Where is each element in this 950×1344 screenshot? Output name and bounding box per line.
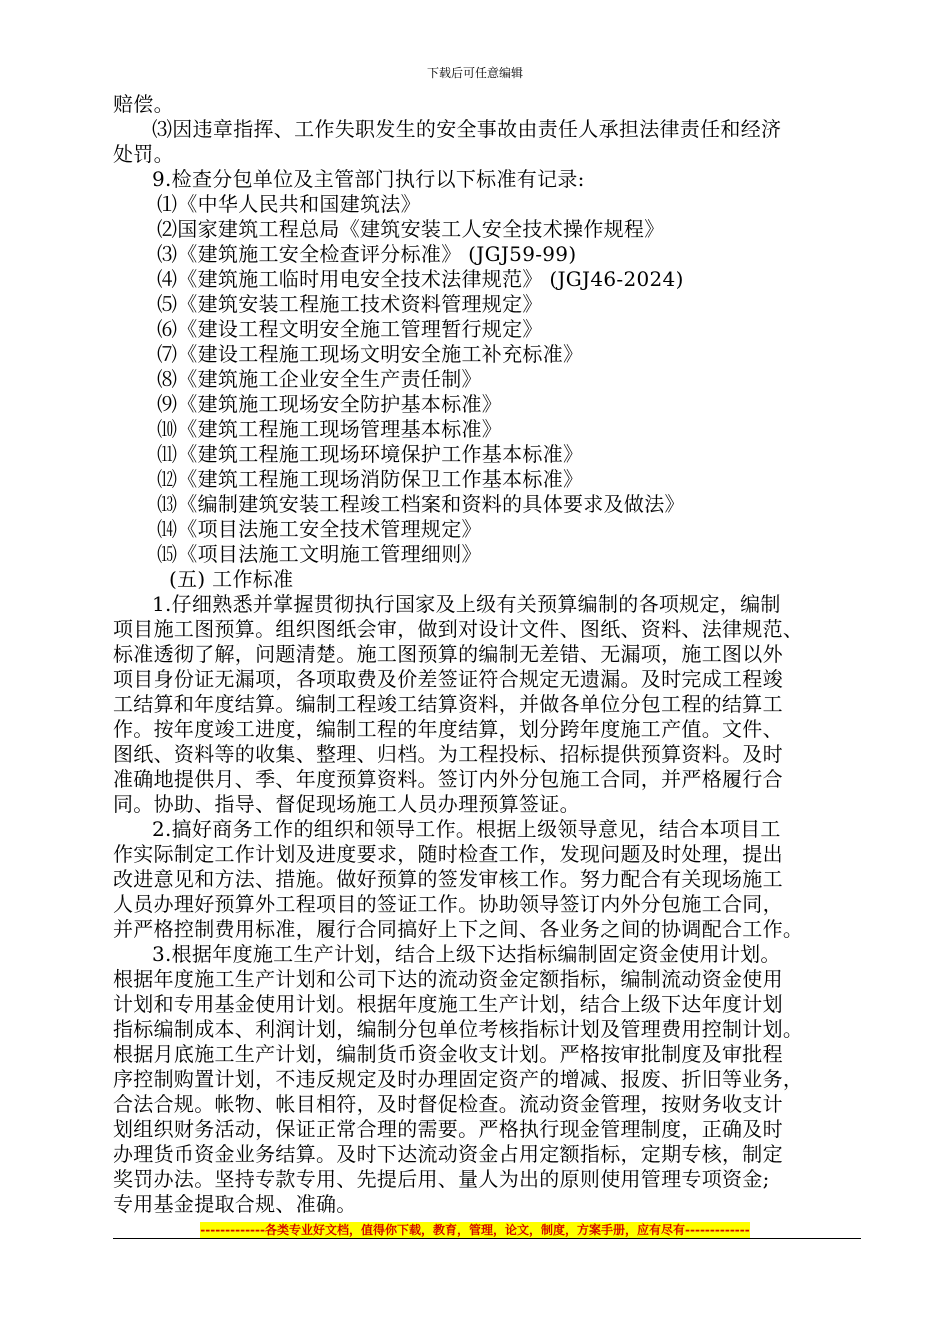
text-line: ⑶《建筑施工安全检查评分标准》 (JGJ59-99) [157,242,577,266]
text-line: ⒁《项目法施工安全技术管理规定》 [157,517,482,541]
text-line: 标准透彻了解，问题清楚。施工图预算的编制无差错、无漏项，施工图以外 [113,642,783,666]
text-line: 赔偿。 [113,92,174,116]
text-line: 处罚。 [113,142,174,166]
text-line: (五) 工作标准 [169,567,294,591]
text-line: 人员办理好预算外工程项目的签证工作。协助领导签订内外分包施工合同， [113,892,783,916]
text-line: ⑹《建设工程文明安全施工管理暂行规定》 [157,317,543,341]
text-line: 划组织财务活动，保证正常合理的需要。严格执行现金管理制度，正确及时 [113,1117,783,1141]
text-line: ⑷《建筑施工临时用电安全技术法律规范》 (JGJ46-2024) [157,267,684,291]
text-line: 工结算和年度结算。编制工程竣工结算资料，并做各单位分包工程的结算工 [113,692,783,716]
text-line: 项目施工图预算。组织图纸会审，做到对设计文件、图纸、资料、法律规范、 [113,617,804,641]
text-line: ⑺《建设工程施工现场文明安全施工补充标准》 [157,342,584,366]
text-line: 9.检查分包单位及主管部门执行以下标准有记录: [152,167,585,191]
text-line: 奖罚办法。坚持专款专用、先提后用、量人为出的原则使用管理专项资金; [113,1167,770,1191]
text-line: 合法合规。帐物、帐目相符，及时督促检查。流动资金管理，按财务收支计 [113,1092,783,1116]
text-line: ⑿《建筑工程施工现场消防保卫工作基本标准》 [157,467,584,491]
text-line: 1.仔细熟悉并掌握贯彻执行国家及上级有关预算编制的各项规定，编制 [152,592,781,616]
text-line: 同。协助、指导、督促现场施工人员办理预算签证。 [113,792,580,816]
text-line: ⑽《建筑工程施工现场管理基本标准》 [157,417,503,441]
text-line: 项目身份证无漏项，各项取费及价差签证符合规定无遗漏。及时完成工程竣 [113,667,783,691]
text-line: ⑼《建筑施工现场安全防护基本标准》 [157,392,503,416]
text-line: 作实际制定工作计划及进度要求，随时检查工作，发现问题及时处理，提出 [113,842,783,866]
text-line: 序控制购置计划，不违反规定及时办理固定资产的增减、报废、折旧等业务， [113,1067,804,1091]
text-line: 根据月底施工生产计划，编制货币资金收支计划。严格按审批制度及审批程 [113,1042,783,1066]
text-line: ⑸《建筑安装工程施工技术资料管理规定》 [157,292,543,316]
text-line: 并严格控制费用标准，履行合同搞好上下之间、各业务之间的协调配合工作。 [113,917,804,941]
text-line: ⑶因违章指挥、工作失职发生的安全事故由责任人承担法律责任和经济 [152,117,782,141]
text-line: 办理货币资金业务结算。及时下达流动资金占用定额指标，定期专核，制定 [113,1142,783,1166]
text-line: 专用基金提取合规、准确。 [113,1192,357,1216]
text-line: 根据年度施工生产计划和公司下达的流动资金定额指标，编制流动资金使用 [113,967,783,991]
text-line: ⑻《建筑施工企业安全生产责任制》 [157,367,482,391]
text-line: 图纸、资料等的收集、整理、归档。为工程投标、招标提供预算资料。及时 [113,742,783,766]
text-line: ⑾《建筑工程施工现场环境保护工作基本标准》 [157,442,584,466]
text-line: ⑴《中华人民共和国建筑法》 [157,192,421,216]
text-line: 指标编制成本、利润计划，编制分包单位考核指标计划及管理费用控制计划。 [113,1017,804,1041]
footer-banner [0,1219,950,1238]
text-line: 准确地提供月、季、年度预算资料。签订内外分包施工合同，并严格履行合 [113,767,783,791]
text-line: 2.搞好商务工作的组织和领导工作。根据上级领导意见，结合本项目工 [152,817,781,841]
footer-divider [113,1238,861,1239]
text-line: 计划和专用基金使用计划。根据年度施工生产计划，结合上级下达年度计划 [113,992,783,1016]
page-header: 下载后可任意编辑 [426,66,523,80]
text-line: ⑵国家建筑工程总局《建筑安装工人安全技术操作规程》 [157,217,665,241]
text-line: ⒂《项目法施工文明施工管理细则》 [157,542,482,566]
document-body [113,92,861,1217]
text-line: 3.根据年度施工生产计划，结合上级下达指标编制固定资金使用计划。 [152,942,781,966]
text-line: 改进意见和方法、措施。做好预算的签发审核工作。努力配合有关现场施工 [113,867,783,891]
footer-banner-text: -------------各类专业好文档，值得你下载，教育，管理，论文，制度，方案手册，应有尽有------------- [200,1223,750,1237]
text-line: 作。按年度竣工进度，编制工程的年度结算，划分跨年度施工产值。文件、 [113,717,783,741]
text-line: ⒀《编制建筑安装工程竣工档案和资料的具体要求及做法》 [157,492,685,516]
